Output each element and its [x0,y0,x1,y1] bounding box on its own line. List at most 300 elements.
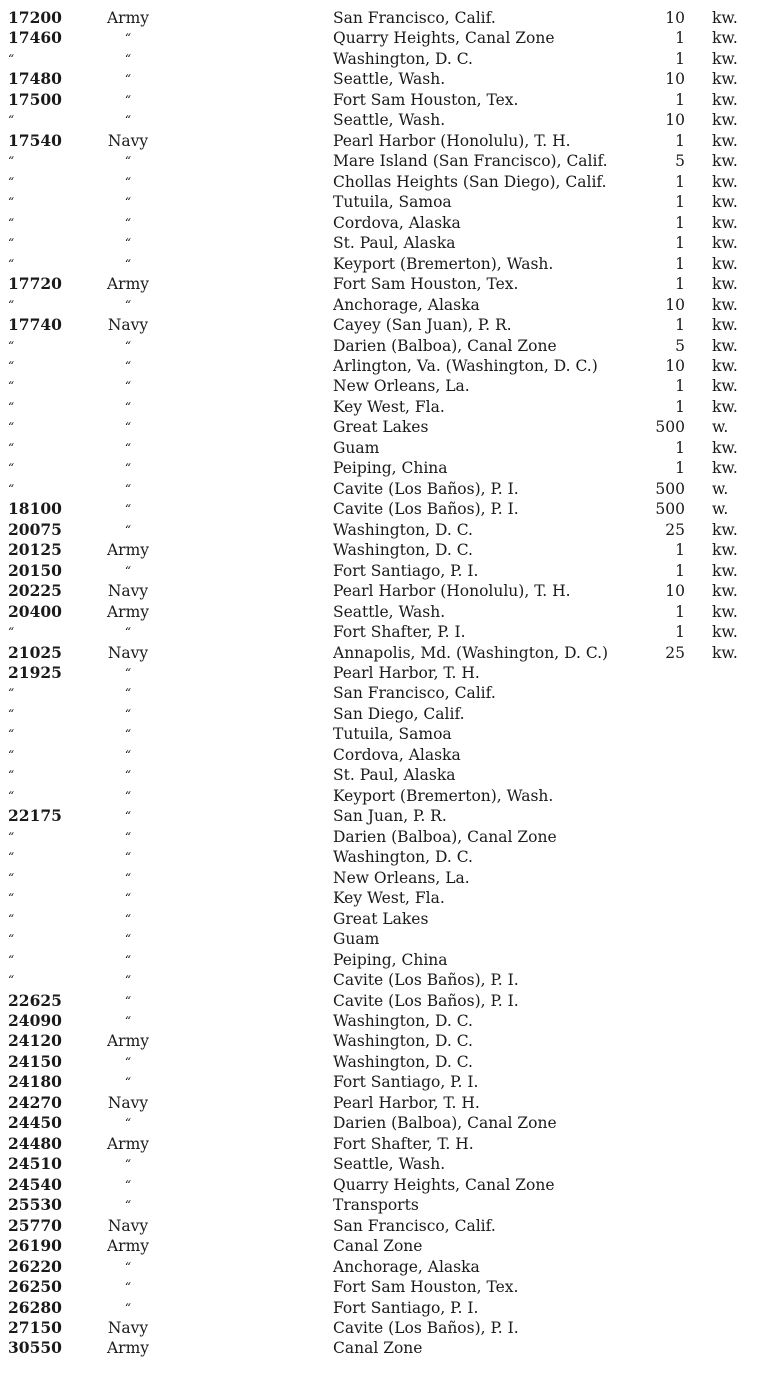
table-row [0,847,761,867]
station-table [0,8,761,1359]
service-cell: “ [124,215,132,230]
unit-cell: w. [712,418,729,437]
unit-cell: kw. [712,520,738,539]
location-cell: Seattle, Wash. [333,70,446,89]
table-row [0,192,761,212]
power-cell: 500 [655,500,685,519]
frequency-cell: “ [8,625,15,640]
service-cell: “ [124,1013,132,1028]
power-cell: 1 [675,254,685,273]
table-row [0,397,761,417]
location-cell: Keyport (Bremerton), Wash. [333,254,554,273]
unit-cell: kw. [712,459,738,478]
service-cell: “ [124,625,132,640]
frequency-cell: 18100 [8,499,62,519]
table-row [0,69,761,89]
service-cell: “ [124,829,132,844]
location-cell: Peiping, China [333,459,448,478]
table-row [0,295,761,315]
location-cell: Key West, Fla. [333,889,445,908]
table-row [0,28,761,48]
frequency-cell: “ [8,686,15,701]
frequency-cell: “ [8,891,15,906]
unit-cell: kw. [712,336,738,355]
service-cell: “ [124,522,132,537]
table-row [0,970,761,990]
table-row [0,233,761,253]
service-cell: “ [124,727,132,742]
unit-cell: kw. [712,213,738,232]
frequency-cell: 24180 [8,1072,62,1092]
service-cell: “ [124,1177,132,1192]
location-cell: St. Paul, Alaska [333,234,456,253]
frequency-cell: “ [8,727,15,742]
frequency-cell: “ [8,113,15,128]
location-cell: Transports [333,1196,419,1215]
table-row [0,49,761,69]
frequency-cell: “ [8,440,15,455]
power-cell: 1 [675,90,685,109]
unit-cell: kw. [712,70,738,89]
service-cell: “ [124,236,132,251]
location-cell: Seattle, Wash. [333,602,446,621]
table-row [0,868,761,888]
service-cell: “ [124,440,132,455]
power-cell: 1 [675,459,685,478]
service-cell: Army [106,1032,150,1051]
power-cell: 1 [675,316,685,335]
service-cell: “ [124,973,132,988]
table-row [0,663,761,683]
power-cell: 1 [675,49,685,68]
location-cell: Canal Zone [333,1339,423,1358]
service-cell: “ [124,174,132,189]
service-cell: Army [106,602,150,621]
location-cell: Annapolis, Md. (Washington, D. C.) [333,643,609,662]
location-cell: Pearl Harbor (Honolulu), T. H. [333,582,571,601]
table-row [0,929,761,949]
frequency-cell: 24510 [8,1154,62,1174]
table-row [0,131,761,151]
frequency-cell: 26280 [8,1297,62,1317]
service-cell: “ [124,1157,132,1172]
location-cell: Tutuila, Samoa [333,193,452,212]
frequency-cell: 20150 [8,560,62,580]
table-row [0,888,761,908]
service-cell: Navy [107,643,149,662]
service-cell: Navy [107,582,149,601]
service-cell: Army [106,541,150,560]
table-row [0,520,761,540]
table-row [0,458,761,478]
power-cell: 10 [665,582,685,601]
location-cell: San Francisco, Calif. [333,684,496,703]
service-cell: Navy [107,1093,149,1112]
power-cell: 500 [655,418,685,437]
table-row [0,827,761,847]
service-cell: “ [124,563,132,578]
service-cell: Army [106,1339,150,1358]
frequency-cell: “ [8,297,15,312]
unit-cell: kw. [712,623,738,642]
table-row [0,765,761,785]
unit-cell: kw. [712,254,738,273]
location-cell: San Diego, Calif. [333,704,465,723]
unit-cell: kw. [712,541,738,560]
table-row [0,1031,761,1051]
location-cell: Keyport (Bremerton), Wash. [333,786,554,805]
table-row [0,1257,761,1277]
location-cell: Washington, D. C. [333,541,473,560]
service-cell: “ [124,1198,132,1213]
table-row [0,1011,761,1031]
location-cell: Tutuila, Samoa [333,725,452,744]
service-cell: “ [124,461,132,476]
frequency-cell: 24120 [8,1031,62,1051]
location-cell: Cavite (Los Baños), P. I. [333,500,519,519]
frequency-cell: “ [8,236,15,251]
frequency-cell: 25770 [8,1215,62,1235]
frequency-cell: 17460 [8,28,62,48]
unit-cell: kw. [712,111,738,130]
location-cell: Seattle, Wash. [333,111,446,130]
service-cell: Army [106,275,150,294]
location-cell: San Francisco, Calif. [333,1216,496,1235]
frequency-cell: 17740 [8,315,62,335]
location-cell: Key West, Fla. [333,397,445,416]
frequency-cell: 25530 [8,1195,62,1215]
location-cell: Fort Sam Houston, Tex. [333,1278,519,1297]
location-cell: Cavite (Los Baños), P. I. [333,479,519,498]
service-cell: “ [124,113,132,128]
service-cell: Army [106,1134,150,1153]
location-cell: Fort Sam Houston, Tex. [333,275,519,294]
power-cell: 1 [675,131,685,150]
location-cell: Great Lakes [333,909,429,928]
power-cell: 25 [665,520,685,539]
table-row [0,1072,761,1092]
power-cell: 1 [675,602,685,621]
power-cell: 1 [675,561,685,580]
service-cell: Navy [107,1216,149,1235]
service-cell: “ [124,31,132,46]
service-cell: “ [124,1280,132,1295]
location-cell: Guam [333,438,380,457]
location-cell: New Orleans, La. [333,868,470,887]
power-cell: 10 [665,356,685,375]
table-row [0,724,761,744]
power-cell: 5 [675,336,685,355]
frequency-cell: “ [8,338,15,353]
table-row [0,1175,761,1195]
frequency-cell: “ [8,829,15,844]
table-row [0,499,761,519]
location-cell: Arlington, Va. (Washington, D. C.) [333,356,598,375]
table-row [0,1216,761,1236]
unit-cell: w. [712,479,729,498]
frequency-cell: “ [8,461,15,476]
frequency-cell: 26190 [8,1236,62,1256]
location-cell: Cordova, Alaska [333,213,461,232]
frequency-cell: 20125 [8,540,62,560]
table-row [0,683,761,703]
service-cell: “ [124,379,132,394]
frequency-cell: “ [8,870,15,885]
frequency-cell: 17500 [8,89,62,109]
service-cell: “ [124,788,132,803]
frequency-cell: “ [8,973,15,988]
table-row [0,1318,761,1338]
power-cell: 10 [665,70,685,89]
table-row [0,991,761,1011]
table-row [0,376,761,396]
location-cell: Quarry Heights, Canal Zone [333,1175,555,1194]
service-cell: “ [124,993,132,1008]
table-row [0,643,761,663]
location-cell: Fort Santiago, P. I. [333,561,479,580]
frequency-cell: 24480 [8,1133,62,1153]
service-cell: “ [124,399,132,414]
service-cell: “ [124,256,132,271]
power-cell: 1 [675,275,685,294]
service-cell: “ [124,809,132,824]
location-cell: Pearl Harbor, T. H. [333,1093,480,1112]
service-cell: “ [124,92,132,107]
power-cell: 1 [675,193,685,212]
service-cell: “ [124,1259,132,1274]
power-cell: 1 [675,172,685,191]
service-cell: “ [124,932,132,947]
unit-cell: kw. [712,582,738,601]
unit-cell: kw. [712,356,738,375]
unit-cell: kw. [712,193,738,212]
location-cell: Fort Santiago, P. I. [333,1073,479,1092]
service-cell: “ [124,358,132,373]
frequency-cell: 17720 [8,274,62,294]
table-row [0,622,761,642]
unit-cell: kw. [712,234,738,253]
frequency-cell: “ [8,706,15,721]
location-cell: Chollas Heights (San Diego), Calif. [333,172,607,191]
frequency-cell: 30550 [8,1338,62,1358]
service-cell: Army [106,1237,150,1256]
service-cell: “ [124,911,132,926]
power-cell: 1 [675,377,685,396]
frequency-cell: “ [8,399,15,414]
location-cell: Canal Zone [333,1237,423,1256]
location-cell: Washington, D. C. [333,848,473,867]
table-row [0,151,761,171]
service-cell: “ [124,1116,132,1131]
service-cell: “ [124,1075,132,1090]
service-cell: “ [124,195,132,210]
location-cell: Fort Santiago, P. I. [333,1298,479,1317]
frequency-cell: 20400 [8,601,62,621]
table-row [0,254,761,274]
table-row [0,561,761,581]
table-row [0,1338,761,1358]
location-cell: Cavite (Los Baños), P. I. [333,991,519,1010]
location-cell: Washington, D. C. [333,49,473,68]
unit-cell: kw. [712,316,738,335]
frequency-cell: “ [8,215,15,230]
frequency-cell: “ [8,51,15,66]
power-cell: 25 [665,643,685,662]
frequency-cell: “ [8,932,15,947]
frequency-cell: 22175 [8,806,62,826]
service-cell: “ [124,891,132,906]
frequency-cell: 24270 [8,1092,62,1112]
frequency-cell: 20075 [8,519,62,539]
unit-cell: kw. [712,561,738,580]
location-cell: Cayey (San Juan), P. R. [333,316,512,335]
unit-cell: kw. [712,602,738,621]
service-cell: “ [124,154,132,169]
service-cell: “ [124,51,132,66]
frequency-cell: “ [8,379,15,394]
location-cell: Pearl Harbor, T. H. [333,664,480,682]
frequency-cell: 24450 [8,1113,62,1133]
power-cell: 1 [675,397,685,416]
frequency-cell: 26250 [8,1277,62,1297]
power-cell: 10 [665,9,685,27]
location-cell: San Juan, P. R. [333,807,447,826]
frequency-cell: “ [8,358,15,373]
unit-cell: kw. [712,29,738,48]
frequency-cell: 24540 [8,1174,62,1194]
table-row [0,602,761,622]
unit-cell: kw. [712,438,738,457]
location-cell: Fort Shafter, P. I. [333,623,466,642]
unit-cell: kw. [712,90,738,109]
location-cell: Washington, D. C. [333,1011,473,1030]
table-row [0,110,761,130]
frequency-cell: “ [8,788,15,803]
power-cell: 10 [665,111,685,130]
table-row [0,1154,761,1174]
power-cell: 1 [675,541,685,560]
frequency-cell: “ [8,850,15,865]
frequency-cell: 21025 [8,642,62,662]
service-cell: “ [124,1300,132,1315]
location-cell: Peiping, China [333,950,448,969]
table-row [0,479,761,499]
table-row [0,356,761,376]
table-row [0,806,761,826]
location-cell: San Francisco, Calif. [333,9,496,27]
power-cell: 10 [665,295,685,314]
frequency-cell: “ [8,768,15,783]
frequency-cell: 27150 [8,1318,62,1337]
table-row [0,1298,761,1318]
unit-cell: kw. [712,275,738,294]
location-cell: Anchorage, Alaska [333,1257,480,1276]
frequency-cell: 17480 [8,69,62,89]
frequency-cell: 17200 [8,8,62,27]
location-cell: Cordova, Alaska [333,745,461,764]
frequency-cell: 22625 [8,990,62,1010]
table-row [0,1113,761,1133]
power-cell: 1 [675,623,685,642]
table-row [0,581,761,601]
location-cell: Cavite (Los Baños), P. I. [333,971,519,990]
table-row [0,1195,761,1215]
service-cell: “ [124,686,132,701]
service-cell: “ [124,747,132,762]
frequency-cell: 20225 [8,581,62,601]
table-row [0,745,761,765]
location-cell: St. Paul, Alaska [333,766,456,785]
table-row [0,540,761,560]
table-row [0,1236,761,1256]
unit-cell: kw. [712,49,738,68]
unit-cell: kw. [712,295,738,314]
unit-cell: w. [712,500,729,519]
frequency-cell: “ [8,481,15,496]
table-row [0,90,761,110]
service-cell: “ [124,850,132,865]
unit-cell: kw. [712,131,738,150]
service-cell: “ [124,338,132,353]
location-cell: New Orleans, La. [333,377,470,396]
power-cell: 1 [675,438,685,457]
service-cell: “ [124,706,132,721]
location-cell: Darien (Balboa), Canal Zone [333,827,557,846]
table-row [0,438,761,458]
table-row [0,172,761,192]
frequency-cell: 24150 [8,1051,62,1071]
unit-cell: kw. [712,397,738,416]
location-cell: Cavite (Los Baños), P. I. [333,1319,519,1337]
unit-cell: kw. [712,643,738,662]
service-cell: “ [124,481,132,496]
power-cell: 500 [655,479,685,498]
table-row [0,1093,761,1113]
table-row [0,950,761,970]
power-cell: 5 [675,152,685,171]
service-cell: Navy [107,316,149,335]
frequency-cell: “ [8,911,15,926]
service-cell: “ [124,420,132,435]
table-row [0,909,761,929]
service-cell: Navy [107,1319,149,1337]
service-cell: “ [124,952,132,967]
service-cell: Army [106,9,150,27]
table-row [0,1052,761,1072]
service-cell: “ [124,768,132,783]
frequency-cell: 21925 [8,663,62,682]
table-row [0,704,761,724]
service-cell: “ [124,1054,132,1069]
location-cell: Fort Sam Houston, Tex. [333,90,519,109]
unit-cell: kw. [712,152,738,171]
table-row [0,1277,761,1297]
service-cell: “ [124,870,132,885]
location-cell: Darien (Balboa), Canal Zone [333,336,557,355]
location-cell: Washington, D. C. [333,1052,473,1071]
location-cell: Guam [333,930,380,949]
location-cell: Seattle, Wash. [333,1155,446,1174]
frequency-cell: “ [8,154,15,169]
service-cell: “ [124,72,132,87]
unit-cell: kw. [712,9,738,27]
service-cell: “ [124,666,132,680]
table-row [0,336,761,356]
frequency-cell: 26220 [8,1256,62,1276]
table-row [0,315,761,335]
frequency-cell: 17540 [8,130,62,150]
location-cell: Quarry Heights, Canal Zone [333,29,555,48]
